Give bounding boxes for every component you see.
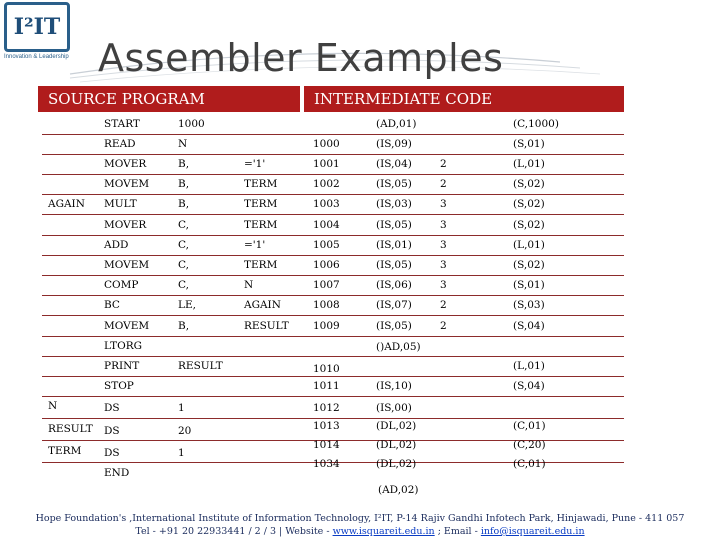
ic-opcode-cell: (AD,01) <box>376 118 417 130</box>
ic-opcode-cell: (IS,05) <box>376 219 412 231</box>
opcode-cell: MOVEM <box>104 259 150 271</box>
row-divider <box>42 194 624 195</box>
operand2-cell: TERM <box>244 178 278 190</box>
location-counter-cell: 1007 <box>313 279 340 291</box>
ic-register-cell: 2 <box>440 178 447 190</box>
label-cell: AGAIN <box>48 198 85 210</box>
opcode-cell: MOVEM <box>104 320 150 332</box>
page-title: Assembler Examples <box>98 36 504 80</box>
ic-opcode-cell: (IS,05) <box>376 320 412 332</box>
operand1-cell: B, <box>178 178 190 190</box>
opcode-cell: PRINT <box>104 360 140 372</box>
logo-text: I²IT <box>13 14 61 40</box>
location-counter-cell: 1006 <box>313 259 340 271</box>
row-divider <box>42 376 624 377</box>
location-counter-cell: 1013 <box>313 420 340 432</box>
location-counter-cell: 1003 <box>313 198 340 210</box>
operand1-cell: 1 <box>178 402 185 414</box>
location-counter-cell: 1001 <box>313 158 340 170</box>
row-divider <box>42 396 624 397</box>
website-link[interactable]: www.isquareit.edu.in <box>332 526 435 537</box>
ic-operand-cell: (L,01) <box>513 158 545 170</box>
row-divider <box>42 356 624 357</box>
row-divider <box>42 154 624 155</box>
operand1-cell: LE, <box>178 299 196 311</box>
ic-operand-cell: (S,02) <box>513 219 545 231</box>
ic-register-cell: 3 <box>440 239 447 251</box>
footer-email-label: ; Email - <box>434 526 481 537</box>
ic-opcode-cell: (IS,10) <box>376 380 412 392</box>
ic-register-cell: 3 <box>440 219 447 231</box>
footer <box>0 512 720 538</box>
opcode-cell: COMP <box>104 279 139 291</box>
ic-opcode-cell: (DL,02) <box>376 458 417 470</box>
ic-opcode-cell: (IS,00) <box>376 402 412 414</box>
ic-register-cell: 2 <box>440 320 447 332</box>
footer-phone: Tel - +91 20 22933441 / 2 / 3 | Website - <box>135 526 333 537</box>
location-counter-cell: 1014 <box>313 439 340 451</box>
location-counter-cell: 1002 <box>313 178 340 190</box>
ic-register-cell: 2 <box>440 299 447 311</box>
opcode-cell: READ <box>104 138 136 150</box>
ltorg-intermediate-code: ()AD,05) <box>376 341 421 353</box>
operand1-cell: B, <box>178 320 190 332</box>
ic-opcode-cell: (IS,07) <box>376 299 412 311</box>
opcode-cell: END <box>104 467 130 479</box>
opcode-cell: ADD <box>104 239 129 251</box>
ic-opcode-cell: (IS,05) <box>376 178 412 190</box>
row-divider <box>42 295 624 296</box>
row-divider <box>42 214 624 215</box>
ic-operand-cell: (S,01) <box>513 279 545 291</box>
operand1-cell: RESULT <box>178 360 223 372</box>
operand1-cell: C, <box>178 279 189 291</box>
location-counter-cell: 1010 <box>313 363 340 375</box>
operand2-cell: TERM <box>244 259 278 271</box>
ic-opcode-cell: (IS,03) <box>376 198 412 210</box>
ic-register-cell: 3 <box>440 198 447 210</box>
operand1-cell: C, <box>178 239 189 251</box>
opcode-cell: DS <box>104 402 120 414</box>
row-divider <box>42 418 624 419</box>
ic-operand-cell: (S,02) <box>513 198 545 210</box>
intermediate-code-header: INTERMEDIATE CODE <box>304 86 624 112</box>
ic-operand-cell: (S,03) <box>513 299 545 311</box>
location-counter-cell: 1000 <box>313 138 340 150</box>
operand1-cell: 1 <box>178 447 185 459</box>
ic-operand-cell: (S,01) <box>513 138 545 150</box>
ic-operand-cell: (L,01) <box>513 360 545 372</box>
logo-tagline: Innovation & Leadership <box>4 54 69 60</box>
ic-operand-cell: (C,20) <box>513 439 546 451</box>
operand2-cell: RESULT <box>244 320 289 332</box>
operand2-cell: AGAIN <box>244 299 281 311</box>
operand2-cell: N <box>244 279 254 291</box>
source-program-header: SOURCE PROGRAM <box>38 86 300 112</box>
ic-operand-cell: (C,1000) <box>513 118 559 130</box>
row-divider <box>42 174 624 175</box>
operand2-cell: TERM <box>244 219 278 231</box>
operand1-cell: 1000 <box>178 118 205 130</box>
operand2-cell: ='1' <box>244 158 266 170</box>
opcode-cell: BC <box>104 299 120 311</box>
ic-register-cell: 3 <box>440 259 447 271</box>
location-counter-cell: 1008 <box>313 299 340 311</box>
operand1-cell: B, <box>178 158 190 170</box>
ic-opcode-cell: (IS,06) <box>376 279 412 291</box>
ic-operand-cell: (S,04) <box>513 320 545 332</box>
ic-operand-cell: (C,01) <box>513 458 546 470</box>
location-counter-cell: 1009 <box>313 320 340 332</box>
row-divider <box>42 275 624 276</box>
footer-address: Hope Foundation's ,International Institute of Information Technology, I²IT, P-14 Rajiv Gandhi Infotech Park, Hinjawadi, Pune - 411 057 <box>35 513 685 524</box>
row-divider <box>42 336 624 337</box>
end-intermediate-code: (AD,02) <box>378 484 419 496</box>
operand2-cell: TERM <box>244 198 278 210</box>
email-link[interactable]: info@isquareit.edu.in <box>480 526 585 537</box>
row-divider <box>42 315 624 316</box>
operand1-cell: C, <box>178 219 189 231</box>
ic-opcode-cell: (IS,05) <box>376 259 412 271</box>
opcode-cell: LTORG <box>104 340 143 352</box>
opcode-cell: DS <box>104 425 120 437</box>
opcode-cell: MOVER <box>104 158 147 170</box>
opcode-cell: MOVER <box>104 219 147 231</box>
ic-opcode-cell: (IS,04) <box>376 158 412 170</box>
ic-operand-cell: (S,02) <box>513 178 545 190</box>
row-divider <box>42 255 624 256</box>
label-cell: RESULT <box>48 423 93 435</box>
footer-contact <box>0 525 720 538</box>
label-cell: N <box>48 400 58 412</box>
ic-opcode-cell: (DL,02) <box>376 439 417 451</box>
operand1-cell: B, <box>178 198 190 210</box>
ic-register-cell: 2 <box>440 158 447 170</box>
location-counter-cell: 1011 <box>313 380 340 392</box>
opcode-cell: START <box>104 118 140 130</box>
operand1-cell: N <box>178 138 188 150</box>
opcode-cell: MULT <box>104 198 137 210</box>
location-counter-cell: 1004 <box>313 219 340 231</box>
ic-operand-cell: (C,01) <box>513 420 546 432</box>
operand1-cell: C, <box>178 259 189 271</box>
location-counter-cell: 1005 <box>313 239 340 251</box>
ic-opcode-cell: (DL,02) <box>376 420 417 432</box>
ic-opcode-cell: (IS,01) <box>376 239 412 251</box>
row-divider <box>42 134 624 135</box>
ic-opcode-cell: (IS,09) <box>376 138 412 150</box>
opcode-cell: STOP <box>104 380 134 392</box>
ic-operand-cell: (S,04) <box>513 380 545 392</box>
label-cell: TERM <box>48 445 82 457</box>
ic-operand-cell: (S,02) <box>513 259 545 271</box>
row-divider <box>42 235 624 236</box>
location-counter-cell: 1034 <box>313 458 340 470</box>
operand1-cell: 20 <box>178 425 192 437</box>
opcode-cell: MOVEM <box>104 178 150 190</box>
operand2-cell: ='1' <box>244 239 266 251</box>
location-counter-cell: 1012 <box>313 402 340 414</box>
opcode-cell: DS <box>104 447 120 459</box>
ic-operand-cell: (L,01) <box>513 239 545 251</box>
ic-register-cell: 3 <box>440 279 447 291</box>
